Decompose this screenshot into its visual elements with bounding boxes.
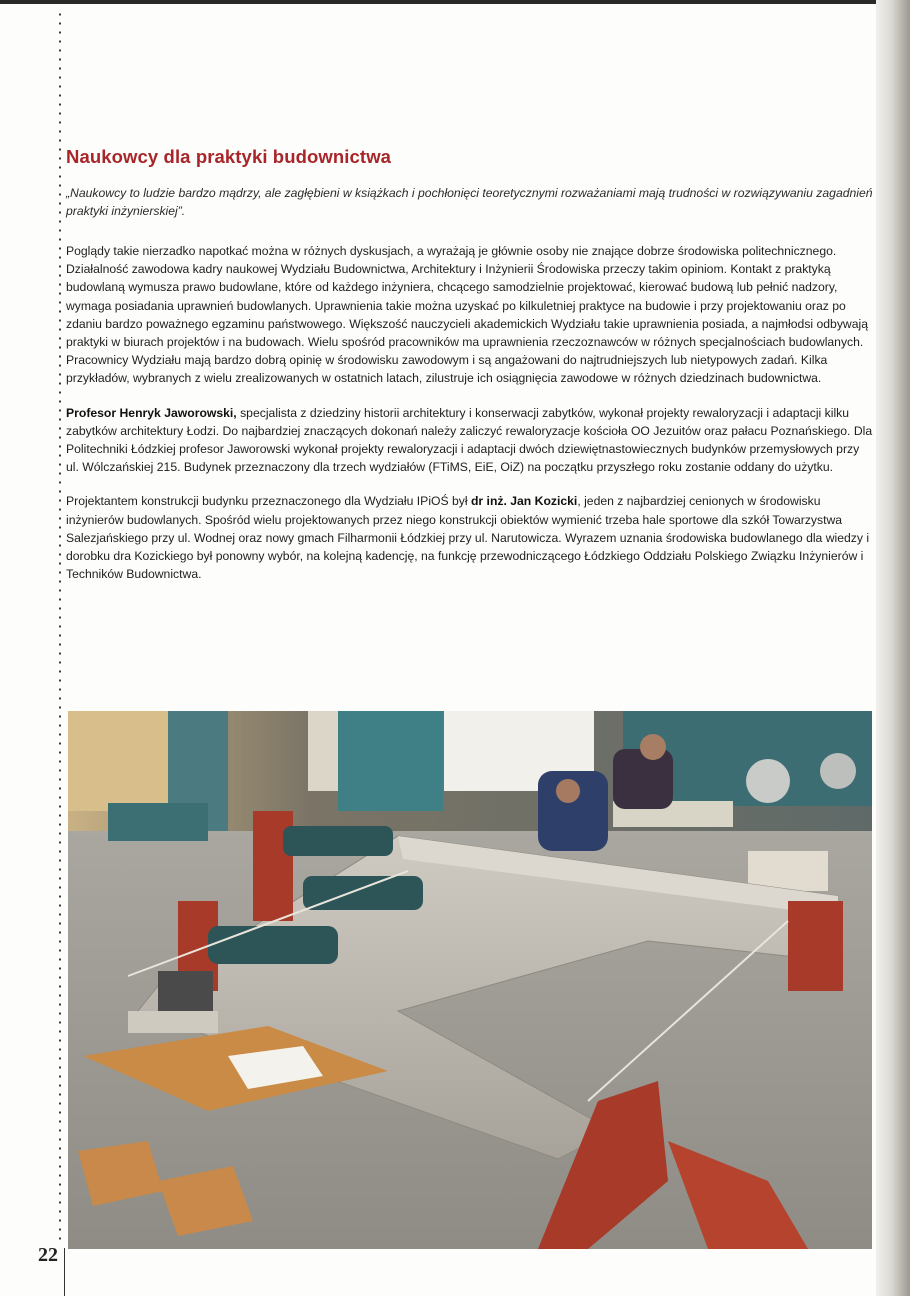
jaworowski-text: specjalista z dziedziny historii architektury i konserwacji zabytków, wykonał projekty rewaloryzacji i adaptacji kilku zabytków architektury Łodzi. Do najbardziej znaczących dokonań należy zaliczyć rewaloryzacje kościoła OO Jezuitów oraz pałacu Poznańskiego. Dla Politechniki Łódzkiej profesor Jaworowski wykonał projekty rewaloryzacji i adaptacji dwóch dziewiętnastowiecznych budynków przemysłowych przy ul. Wólczańskiej 215. Budynek przeznaczony dla trzech wydziałów (FTiMS, EiE, OiZ) na początku przyszłego roku zostanie oddany do użytku.: [66, 405, 873, 475]
engineer-head: [640, 734, 666, 760]
lab-photo-illustration: [68, 711, 872, 1249]
binding-edge: [876, 0, 910, 1296]
dotted-margin-rule: [59, 10, 61, 1240]
jaworowski-name: Profesor Henryk Jaworowski,: [66, 405, 237, 420]
paragraph-jaworowski: [66, 404, 874, 477]
motor-drum: [746, 759, 790, 803]
paragraph-kozicki: [66, 492, 874, 583]
data-logger: [128, 1011, 218, 1033]
motor-drum: [820, 753, 856, 789]
page-number-rule: [64, 1248, 65, 1296]
hydraulic-jack: [208, 926, 338, 964]
machine-cabinet: [338, 711, 443, 811]
paper-stack: [308, 711, 338, 791]
article-quote: „Naukowcy to ludzie bardzo mądrzy, ale zagłębieni w książkach i pochłonięci teoretycznymi rozważaniami mają trudności w rozwiązywaniu zagadnień praktyki inżynierskiej”.: [66, 186, 873, 218]
base-plate: [108, 803, 208, 841]
hydraulic-jack: [283, 826, 393, 856]
engineer-writing: [613, 749, 673, 809]
paragraph-1: Poglądy takie nierzadko napotkać można w różnych dyskusjach, a wyrażają je głównie osoby nie znające dobrze środowiska politechnicznego.: [66, 244, 837, 258]
page-number: 22: [38, 1244, 58, 1266]
top-rule: [0, 0, 910, 4]
lab-door: [68, 711, 168, 811]
kozicki-before: Projektantem konstrukcji budynku przeznaczonego dla Wydziału IPiOŚ był: [66, 494, 471, 509]
engineer-head: [556, 779, 580, 803]
paragraph-3: Pracownicy Wydziału mają bardzo dobrą opinię w środowisku zawodowym i są angażowani do najtrudniejszych lub nietypowych zadań. Kilka przykładów, wybranych z wielu zrealizowanych w ostatnich latach, zilustruje ich osiągnięcia zawodowe w różnych dziedzinach budownictwa.: [66, 353, 828, 386]
kozicki-name: dr inż. Jan Kozicki: [470, 494, 578, 509]
loading-frame: [788, 901, 843, 991]
hydraulic-jack: [303, 876, 423, 910]
laboratory-photo: [68, 711, 872, 1249]
paragraph-2: Działalność zawodowa kadry naukowej Wydziału Budownictwa, Architektury i Inżynierii Środowiska przeczy takim opiniom. Kontakt z praktyką budowlaną wymusza prawo budowlane, które od każdego inżyniera, chcącego samodzielnie projektować, kierować budową lub pełnić nadzory, wymaga posiadania uprawnień budowlanych. Uprawnienia takie można uzyskać po kilkuletniej praktyce na budowie i przy projektowaniu oraz po zdaniu bardzo poważnego egzaminu państwowego. Większość nauczycieli akademickich Wydziału takie uprawnienia posiada, a najmłodsi odbywają praktyki w biurach projektów i na budowach. Wielu spośród pracowników ma uprawnienia rzeczoznawców w różnych specjalnościach budowlanych.: [66, 262, 868, 350]
kozicki-after: , jeden z najbardziej cenionych w środowisku inżynierów budowlanych. Spośród wielu projektowanych przez niego konstrukcji obiektów wymienić trzeba hale sportowe dla szkół Towarzystwa Salezjańskiego przy ul. Wodnej oraz nowy gmach Filharmonii Łódzkiej przy ul. Narutowicza. Wyrazem uznania środowiska budowlanego dla wiedzy i dorobku dra Kozickiego był ponowny wybór, na kolejną kadencję, na funkcję przewodniczącego Łódzkiego Oddziału Polskiego Związku Inżynierów i Techników Budownictwa.: [66, 494, 870, 582]
article: [66, 146, 874, 583]
computer-monitor: [158, 971, 213, 1016]
article-title: Naukowcy dla praktyki budownictwa: [66, 146, 392, 167]
